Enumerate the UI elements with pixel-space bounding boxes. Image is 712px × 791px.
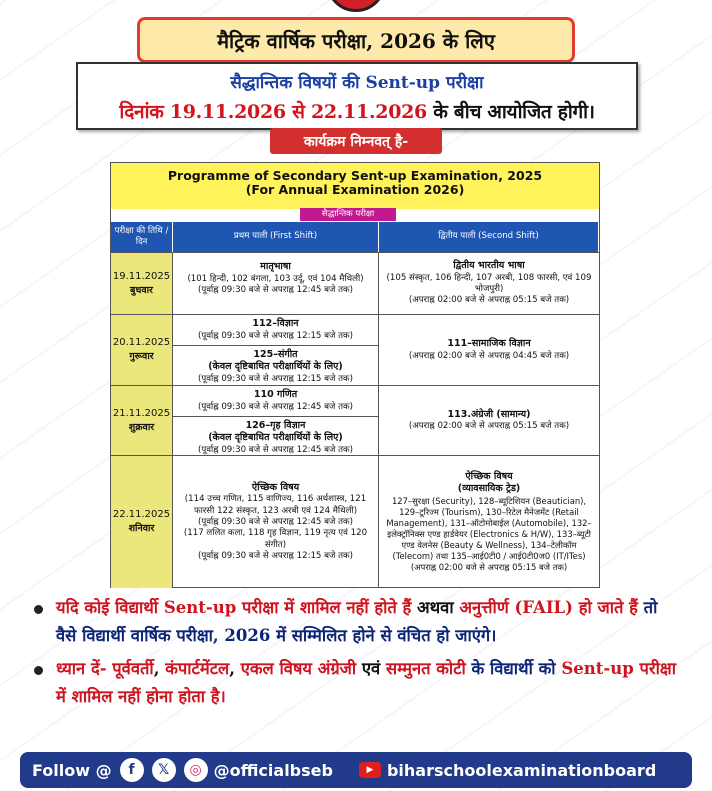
row-date-cell: 22.11.2025 शनिवार [111,456,173,588]
col-second-shift-header: द्वितीय पाली (Second Shift) [379,222,599,252]
social-handle[interactable]: @officialbseb [213,760,333,780]
page-title: मैट्रिक वार्षिक परीक्षा, 2026 के लिए [137,17,575,63]
first-shift-cell: ऐच्छिक विषय (114 उच्च गणित, 115 वाणिज्य, 116 अर्थशास्त्र, 121 फारसी 122 संस्कृत, 123 अरबी एवं 124 मैथिली) (पूर्वाह्न 09:30 बजे से अपराह्न 12:45 बजे तक) (117 ललित कला, 118 गृह विज्ञान, 119 नृत्य एवं 120 संगीत) (पूर्वाह्न 09:30 बजे से अपराह्न 12:15 बजे तक) [173,456,379,588]
second-shift-cell: द्वितीय भारतीय भाषा (105 संस्कृत, 106 हिन्दी, 107 अरबी, 108 फारसी, एवं 109 भोजपुरी) (अपराह्न 02:00 बजे से अपराह्न 05:15 बजे तक) [386,260,592,306]
table-row [111,455,599,588]
table-row [111,252,599,314]
social-footer [20,752,692,788]
schedule-title: Programme of Secondary Sent-up Examination, 2025 [167,168,543,183]
row-date-cell: 21.11.2025 शुक्रवार [111,386,173,455]
note-item: ध्यान दें- पूर्ववर्ती, कंपार्टमेंटल, एकल विषय अंग्रेजी एवं सम्मुनत कोटी के विद्यार्थी को Sent-up परीक्षा में शामिल नहीं होना होता है। [32,655,682,710]
schedule-table [110,162,600,588]
schedule-header [111,163,599,209]
notice-box [76,62,638,130]
programme-tag: कार्यक्रम निम्नवत् है- [270,128,442,154]
facebook-icon[interactable]: f [120,758,144,782]
x-icon[interactable]: 𝕏 [152,758,176,782]
theory-exam-tag: सैद्धान्तिक परीक्षा [300,208,396,221]
second-shift-cell: ऐच्छिक विषय (व्यावसायिक ट्रेड) 127–सुरक्षा (Security), 128–ब्यूटिशियन (Beautician), 129–टूरिज्म (Tourism), 130–रिटेल मैनेजमेंट (Retail Management), 131–ऑटोमोबाईल (Automobile), 132–इलेक्ट्रॉनिक्स एण्ड हार्डवेयर (Electronics & H/W), 133–ब्यूटी एण्ड वेलनेस (Beauty & Wellness), 134–टेलीकॉम (Telecom) तथा 135–आई0टी0 / आई0टी0ज0 (IT/ITes) (अपराह्न 02:00 बजे से अपराह्न 05:15 बजे तक) [386,470,592,573]
youtube-icon[interactable]: ▶ [359,762,381,778]
table-row [111,314,599,385]
note-item: यदि कोई विद्यार्थी Sent-up परीक्षा में शामिल नहीं होते हैं अथवा अनुत्तीर्ण (FAIL) हो जाते हैं तो वैसे विद्यार्थी वार्षिक परीक्षा, 2026 में सम्मिलित होने से वंचित हो जाएंगे। [32,594,682,649]
notice-line2-end: के बीच आयोजित होगी। [426,101,595,123]
schedule-subtitle: (For Annual Examination 2026) [245,182,465,198]
notice-date-range: दिनांक 19.11.2026 से 22.11.2026 [119,101,427,123]
col-first-shift-header: प्रथम पाली (First Shift) [173,222,379,252]
notes [32,594,682,711]
first-shift-cell: मातृभाषा (101 हिन्दी, 102 बंगला, 103 उर्दू, एवं 104 मैथिली) (पूर्वाह्न 09:30 बजे से अपराह्न 12:45 बजे तक) [173,253,379,314]
logo [326,0,386,12]
second-shift-cell: 113.अंग्रेजी (सामान्य) (अपराह्न 02:00 बजे से अपराह्न 05:15 बजे तक) [408,408,570,432]
first-shift-cell: 112–विज्ञान (पूर्वाह्न 09:30 बजे से अपराह्न 12:15 बजे तक) 125–संगीत (केवल दृष्टिबाधित परीक्षार्थियों के लिए) (पूर्वाह्न 09:30 बजे से अपराह्न 12:15 बजे तक) [173,315,379,385]
col-date-header: परीक्षा की तिथि / दिन [111,222,173,252]
row-date-cell: 20.11.2025 गुरूवार [111,315,173,385]
notice-line2 [78,98,636,124]
table-row [111,385,599,455]
follow-label: Follow @ [32,760,112,780]
table-header-row [111,222,599,252]
second-shift-cell: 111–सामाजिक विज्ञान (अपराह्न 02:00 बजे से अपराह्न 04:45 बजे तक) [408,338,570,361]
instagram-icon[interactable]: ◎ [184,758,208,782]
row-date-cell: 19.11.2025 बुधवार [111,253,173,314]
youtube-channel[interactable]: biharschoolexaminationboard [386,760,657,780]
first-shift-cell: 110 गणित (पूर्वाह्न 09:30 बजे से अपराह्न 12:45 बजे तक) 126–गृह विज्ञान (केवल दृष्टिबाधित परीक्षार्थियों के लिए) (पूर्वाह्न 09:30 बजे से अपराह्न 12:45 बजे तक) [173,386,379,455]
notice-line1: सैद्धान्तिक विषयों की Sent-up परीक्षा [230,73,484,93]
